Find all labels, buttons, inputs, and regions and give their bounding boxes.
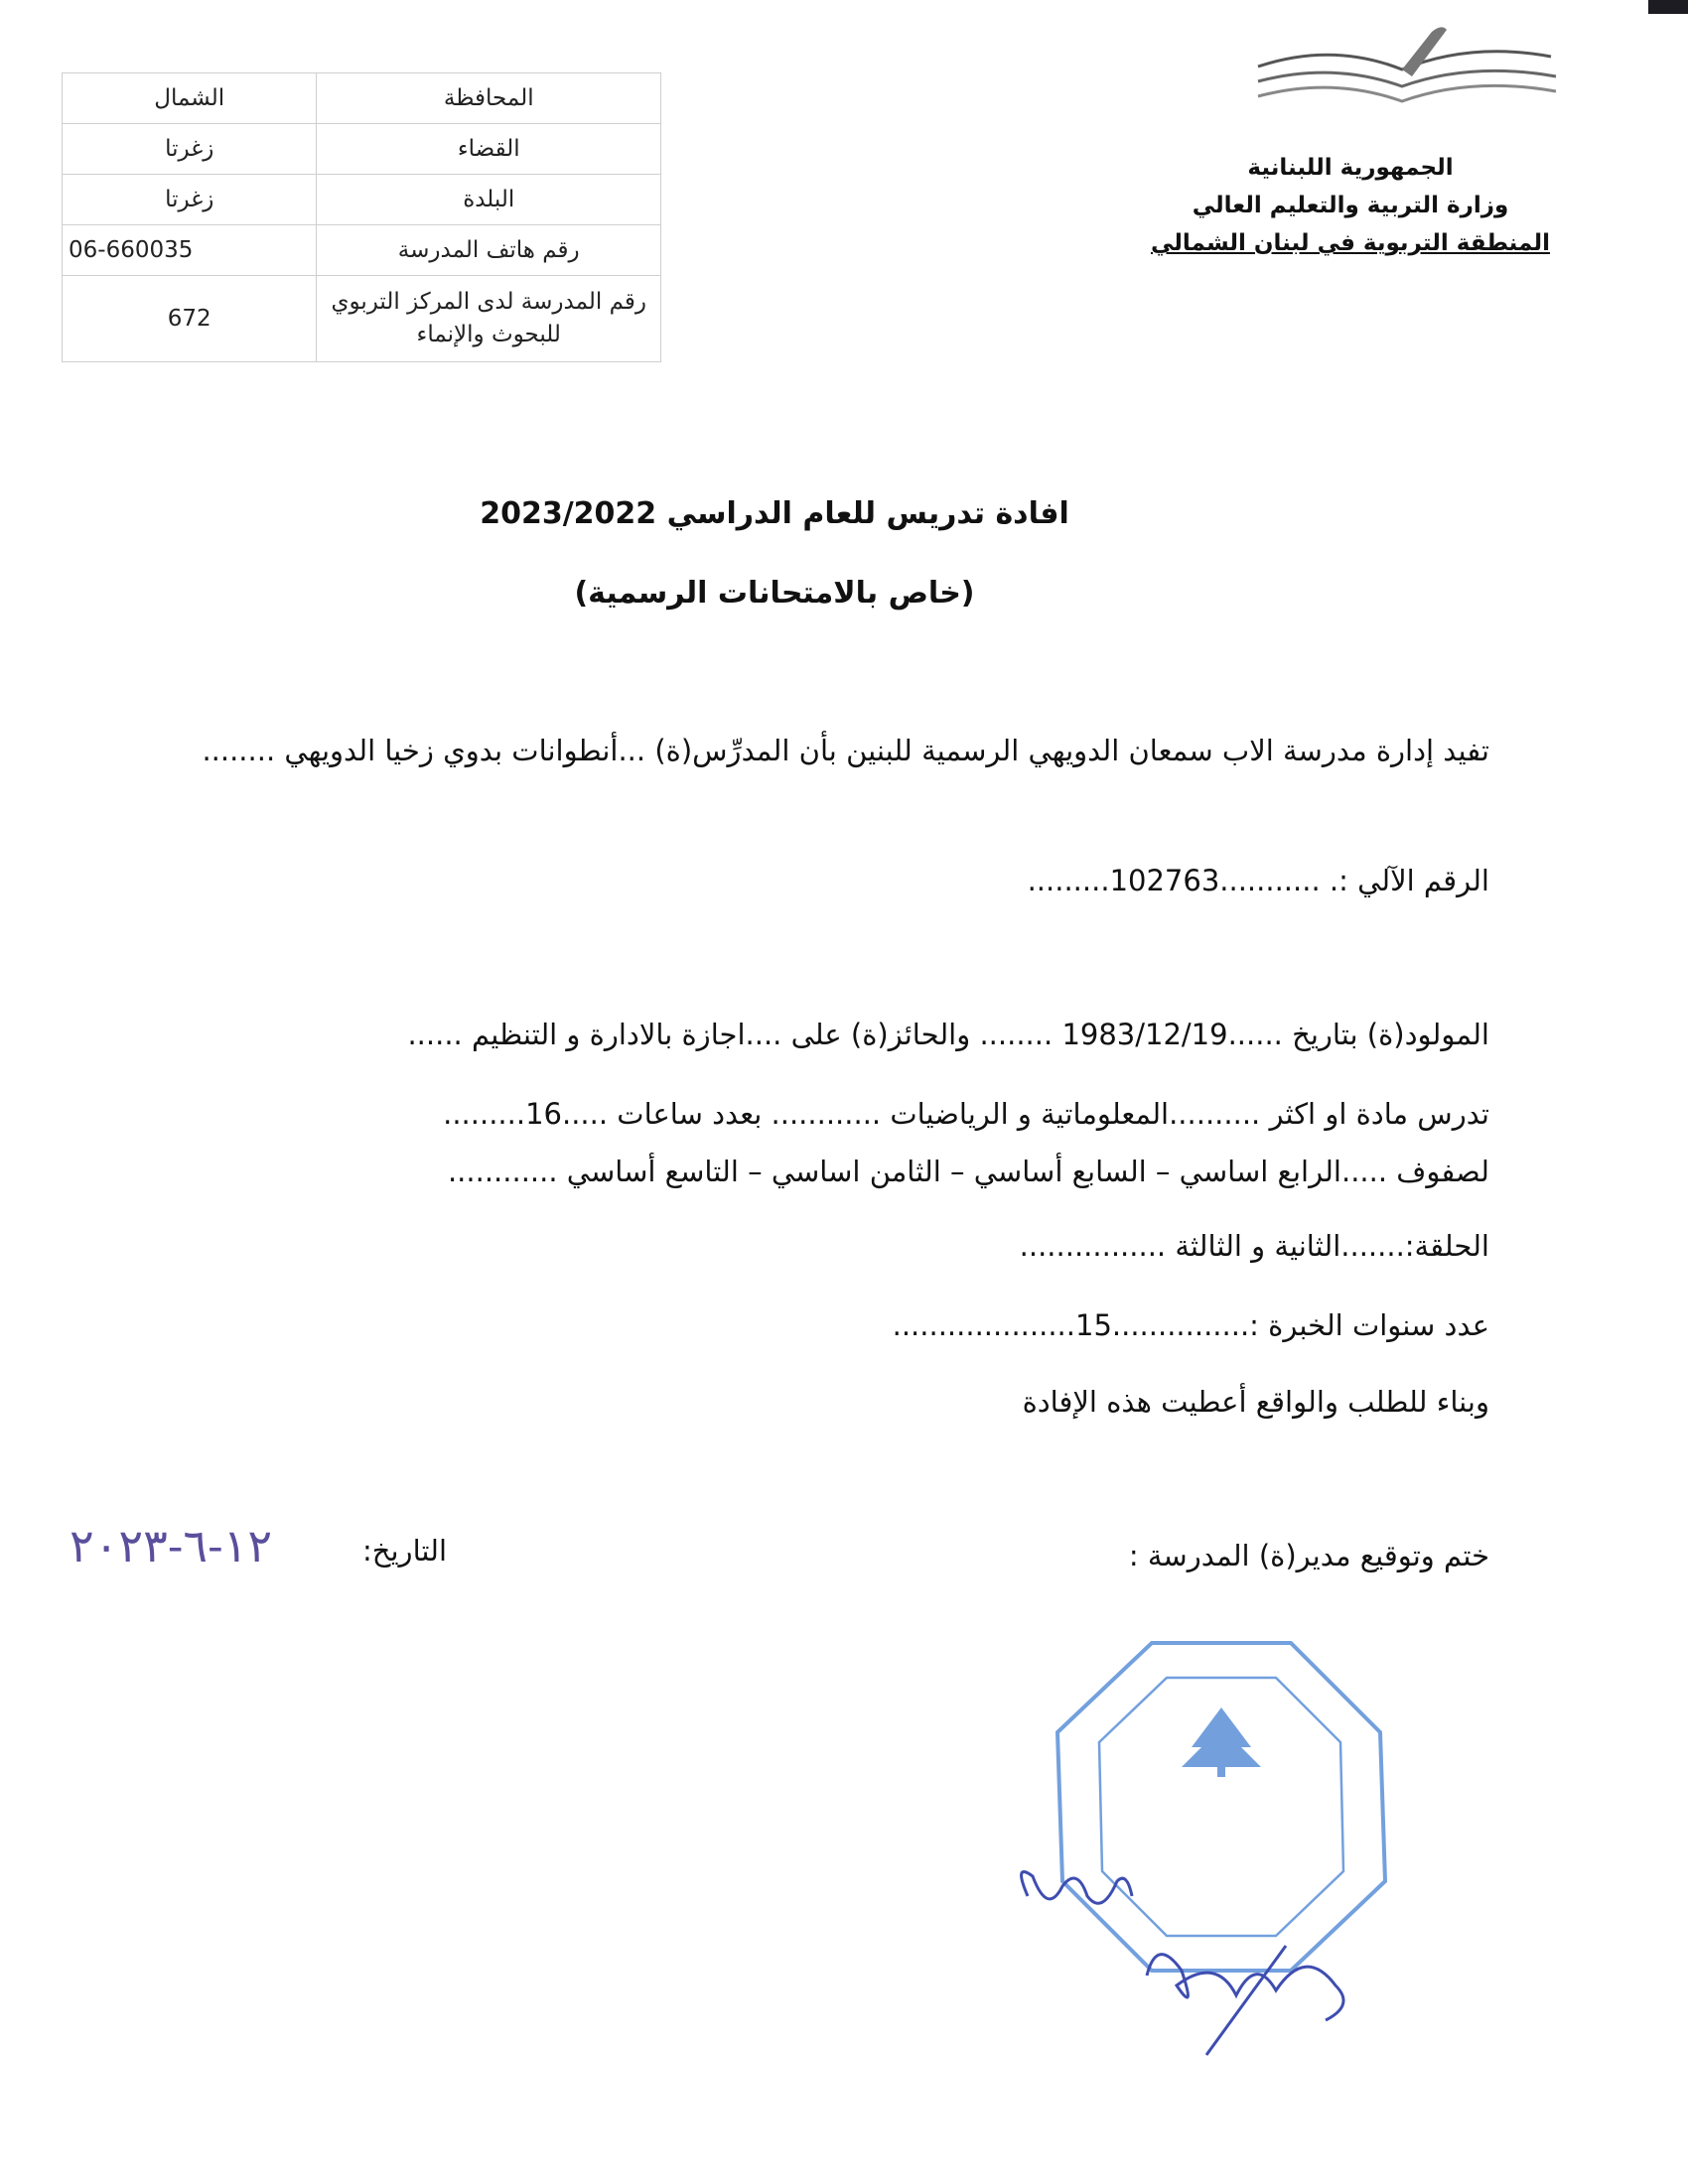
ministry-header — [1112, 149, 1589, 262]
date-label: التاريخ: — [362, 1534, 448, 1568]
label-phone: رقم هاتف المدرسة — [317, 225, 661, 276]
value-school-number: 672 — [63, 276, 317, 362]
header-ministry: وزارة التربية والتعليم العالي — [1192, 193, 1509, 218]
table-row — [63, 225, 661, 276]
label-governorate: المحافظة — [317, 73, 661, 124]
signature-label: ختم وتوقيع مدير(ة) المدرسة : — [1128, 1539, 1489, 1572]
subjects-line: تدرس مادة او اكثر ..........المعلوماتية و الرياضيات ............ بعدد ساعات .....16......... — [443, 1097, 1489, 1131]
experience-line: عدد سنوات الخبرة :...............15.................... — [892, 1308, 1489, 1342]
birth-line: المولود(ة) بتاريخ ......1983/12/19 ........ والحائز(ة) على ....اجازة بالادارة و التنظيم ...... — [407, 1018, 1489, 1051]
label-town: البلدة — [317, 175, 661, 225]
value-phone: 06-660035 — [63, 225, 317, 276]
closing-line: وبناء للطلب والواقع أعطيت هذه الإفادة — [1022, 1385, 1489, 1419]
certificate-subtitle: (خاص بالامتحانات الرسمية) — [574, 576, 975, 611]
ministry-logo — [1253, 22, 1561, 121]
intro-text: تفيد إدارة مدرسة الاب سمعان الدويهي الرسمية للبنين بأن المدرِّس(ة) ...أنطوانات بدوي زخيا الدويهي ........ — [202, 734, 1489, 767]
label-school-number: رقم المدرسة لدى المركز التربوي للبحوث والإنماء — [317, 276, 661, 362]
director-signature — [1008, 1856, 1385, 2075]
table-row — [63, 276, 661, 362]
scan-edge-mark — [1648, 0, 1688, 14]
label-district: القضاء — [317, 124, 661, 175]
cycle-line: الحلقة:.......الثانية و الثالثة ................ — [1019, 1229, 1489, 1263]
table-row — [63, 175, 661, 225]
table-row — [63, 73, 661, 124]
header-republic: الجمهورية اللبنانية — [1247, 155, 1454, 181]
certificate-title: افادة تدريس للعام الدراسي 2023/2022 — [480, 496, 1069, 531]
value-district: زغرتا — [63, 124, 317, 175]
school-info-table — [62, 72, 661, 362]
handwritten-date: ١٢-٦-٢٠٢٣ — [70, 1519, 273, 1572]
header-region: المنطقة التربوية في لبنان الشمالي — [1150, 230, 1551, 256]
scan-edge — [1654, 0, 1688, 2184]
table-row — [63, 124, 661, 175]
classes-line: لصفوف .....الرابع اساسي – السابع أساسي – الثامن اساسي – التاسع أساسي ............ — [447, 1155, 1489, 1188]
id-number-line: الرقم الآلي :. ...........102763......... — [1027, 864, 1489, 897]
cedar-icon — [1182, 1707, 1261, 1777]
value-town: زغرتا — [63, 175, 317, 225]
value-governorate: الشمال — [63, 73, 317, 124]
